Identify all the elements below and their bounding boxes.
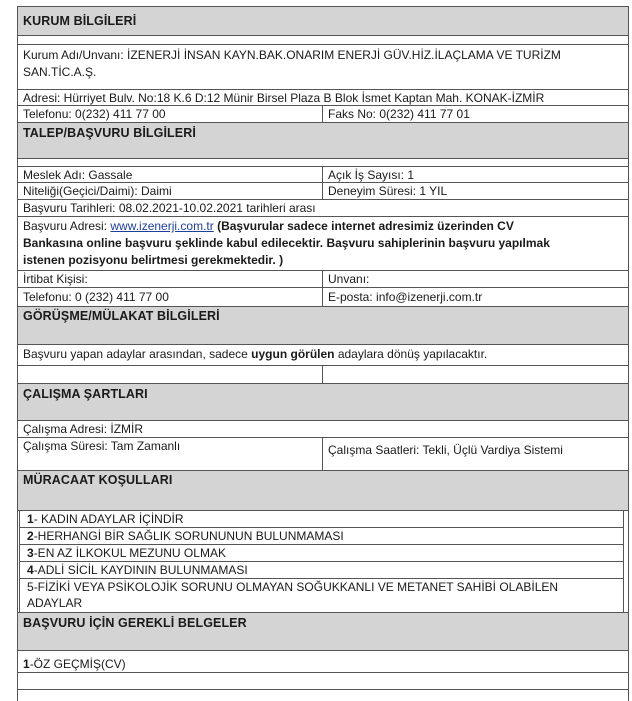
column-divider (322, 105, 323, 122)
condition-text: -HERHANGİ BİR SAĞLIK SORUNUNUN BULUNMAMASI (33, 529, 344, 543)
rule (17, 383, 629, 384)
rule (17, 689, 629, 690)
rule (17, 437, 629, 438)
address-note-1: (Başvurular sadece internet adresimiz üzerinden CV (217, 219, 514, 233)
condition-number: 3 (27, 546, 34, 560)
application-dates: Başvuru Tarihleri: 08.02.2021-10.02.2021 tarihleri arası (23, 201, 316, 215)
kurum-address: Adresi: Hürriyet Bulv. No:18 K.6 D:12 Münir Birsel Plaza B Blok İsmet Kaptan Mah. KONAK-İZMİR (23, 91, 545, 105)
rule (17, 199, 629, 200)
condition-item (27, 529, 344, 543)
condition-item-continued: ADAYLAR (27, 596, 83, 610)
work-hours: Çalışma Saatleri: Tekli, Üçlü Vardiya Sistemi (328, 443, 563, 457)
interview-note-end: adaylara dönüş yapılacaktır. (334, 347, 488, 361)
condition-number: 4 (27, 563, 34, 577)
contact-email: E-posta: info@izenerji.com.tr (328, 290, 483, 304)
rule (17, 35, 629, 36)
condition-number: 2 (27, 529, 34, 543)
rule (17, 365, 629, 366)
document-number: 1 (23, 657, 30, 671)
application-address (23, 219, 514, 233)
interview-note-start: Başvuru yapan adaylar arasından, sadece (23, 347, 252, 361)
column-divider (322, 365, 323, 383)
condition-text: -FİZİKİ VEYA PSİKOLOJİK SORUNU OLMAYAN SOĞUKKANLI VE METANET SAHİBİ OLABİLEN (33, 580, 559, 594)
condition-number: 1 (27, 512, 34, 526)
gorusme-header: GÖRÜŞME/MÜLAKAT BİLGİLERİ (23, 309, 220, 323)
condition-text: -ADLİ SİCİL KAYDININ BULUNMAMASI (33, 563, 248, 577)
kurum-header: KURUM BİLGİLERİ (23, 14, 137, 28)
frame-right (628, 6, 629, 701)
calisma-header: ÇALIŞMA ŞARTLARI (23, 387, 148, 401)
rule (17, 122, 629, 123)
condition-item (27, 580, 558, 594)
condition-text: - KADIN ADAYLAR İÇİNDİR (33, 512, 184, 526)
document-text: -ÖZ GEÇMİŞ(CV) (29, 657, 126, 671)
document-item (23, 657, 126, 671)
condition-item (27, 563, 248, 577)
contact-person: İrtibat Kişisi: (23, 272, 88, 286)
rule (19, 578, 623, 579)
kurum-name-line2: SAN.TİC.A.Ş. (23, 65, 97, 79)
contact-title: Unvanı: (328, 272, 370, 286)
talep-header: TALEP/BAŞVURU BİLGİLERİ (23, 126, 196, 140)
condition-item (27, 546, 226, 560)
kurum-phone: Telefonu: 0(232) 411 77 00 (23, 107, 166, 121)
address-note-3: istenen pozisyonu belirtmesi gerekmektedir. ) (23, 253, 284, 267)
rule (19, 561, 623, 562)
rule (17, 306, 629, 307)
rule (17, 470, 629, 471)
experience: Deneyim Süresi: 1 YIL (328, 184, 448, 198)
kurum-name-line1: Kurum Adı/Unvanı: İZENERJİ İNSAN KAYN.BAK.ONARIM ENERJİ GÜV.HİZ.İLAÇLAMA VE TURİZM (23, 48, 561, 62)
interview-note (23, 347, 487, 361)
muracaat-header: MÜRACAAT KOŞULLARI (23, 473, 173, 487)
belgeler-header: BAŞVURU İÇİN GEREKLİ BELGELER (23, 616, 247, 630)
rule (17, 182, 629, 183)
rule (17, 216, 629, 217)
rule (17, 420, 629, 421)
website-link[interactable]: www.izenerji.com.tr (110, 219, 214, 233)
open-positions: Açık İş Sayısı: 1 (328, 168, 415, 182)
rule (17, 158, 629, 159)
condition-item (27, 512, 184, 526)
job-posting-form (17, 6, 629, 701)
work-address: Çalışma Adresi: İZMİR (23, 422, 144, 436)
rule (19, 544, 623, 545)
column-divider (322, 270, 323, 306)
rule (17, 270, 629, 271)
rule (17, 166, 629, 167)
frame-left (17, 6, 18, 701)
rule (17, 650, 629, 651)
column-divider (322, 166, 323, 199)
nature: Niteliği(Geçici/Daimi): Daimi (23, 184, 172, 198)
contact-phone: Telefonu: 0 (232) 411 77 00 (23, 290, 169, 304)
rule (19, 527, 623, 528)
condition-number: 5 (27, 580, 34, 594)
rule (17, 287, 629, 288)
application-address-label: Başvuru Adresi: (23, 219, 111, 233)
work-duration: Çalışma Süresi: Tam Zamanlı (23, 439, 181, 453)
rule (17, 672, 629, 673)
rule (17, 344, 629, 345)
rule (17, 44, 629, 45)
column-divider (322, 437, 323, 470)
rule (17, 89, 629, 90)
condition-text: -EN AZ İLKOKUL MEZUNU OLMAK (33, 546, 226, 560)
profession: Meslek Adı: Gassale (23, 168, 133, 182)
interview-note-bold: uygun görülen (251, 347, 335, 361)
rule (17, 105, 629, 106)
kurum-fax: Faks No: 0(232) 411 77 01 (328, 107, 470, 121)
address-note-2: Bankasına online başvuru şeklinde kabul edilecektir. Başvuru sahiplerinin başvuru yapılmak (23, 236, 550, 250)
rule (17, 6, 629, 7)
